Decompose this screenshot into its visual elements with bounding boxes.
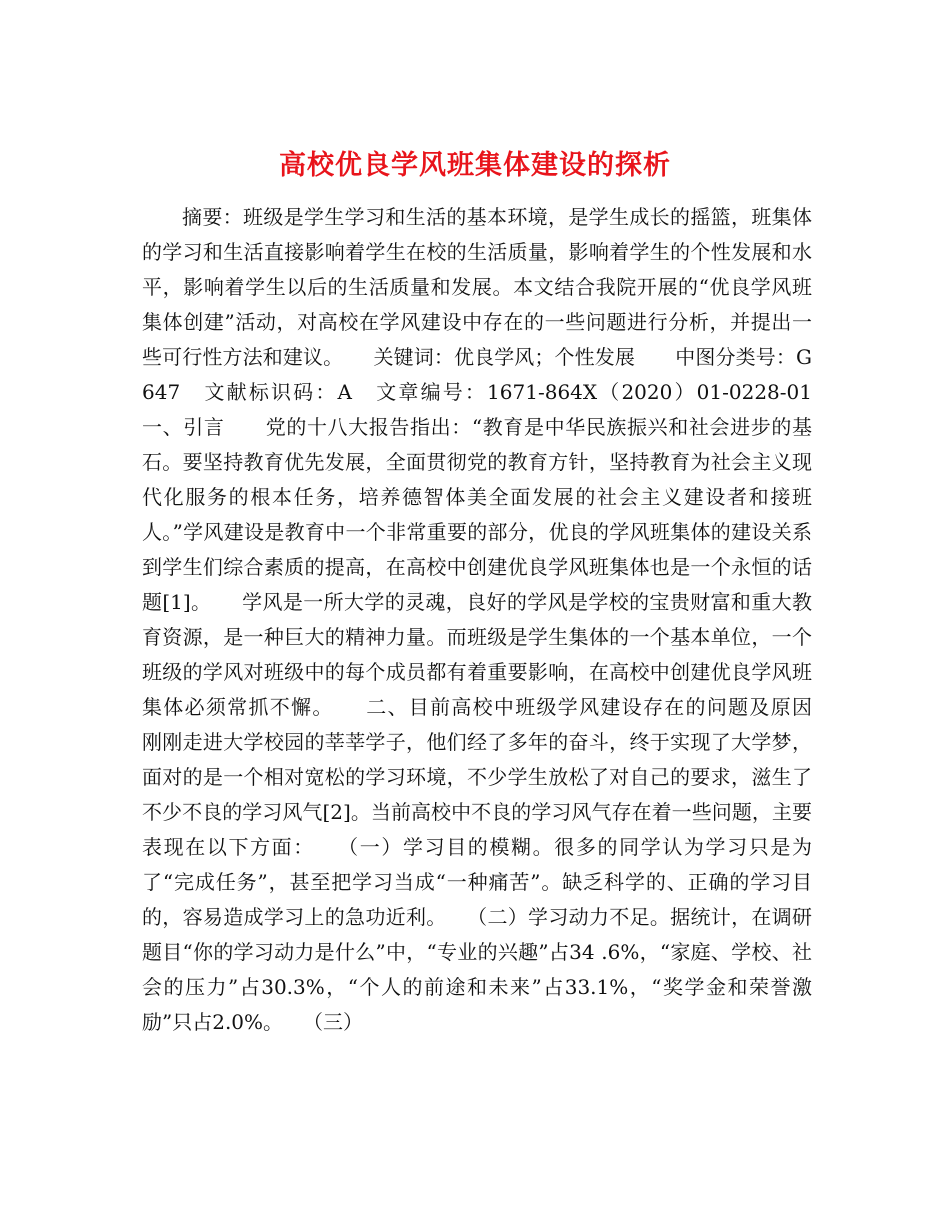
document-title: 高校优良学风班集体建设的探析 bbox=[279, 150, 671, 182]
document-body: 摘要：班级是学生学习和生活的基本环境，是学生成长的摇篮，班集体的学习和生活直接影响着学生在校的生活质量，影响着学生的个性发展和水平，影响着学生以后的生活质量和发展。本文结合我院开展的“优良学风班集体创建”活动，对高校在学风建设中存在的一些问题进行分析，并提出一些可行性方法和建议。 关键词：优良学风；个性发展 中图分类号：G647 文献标识码：A 文章编号：1671-864X（2020）01-0228-01 一、引言 党的十八大报告指出：“教育是中华民族振兴和社会进步的基石。要坚持教育优先发展，全面贯彻党的教育方针，坚持教育为社会主义现代化服务的根本任务，培养德智体美全面发展的社会主义建设者和接班人。”学风建设是教育中一个非常重要的部分，优良的学风班集体的建设关系到学生们综合素质的提高，在高校中创建优良学风班集体也是一个永恒的话题[1]。 学风是一所大学的灵魂，良好的学风是学校的宝贵财富和重大教育资源，是一种巨大的精神力量。而班级是学生集体的一个基本单位，一个班级的学风对班级中的每个成员都有着重要影响，在高校中创建优良学风班集体必须常抓不懈。 二、目前高校中班级学风建设存在的问题及原因 刚刚走进大学校园的莘莘学子，他们经了多年的奋斗，终于实现了大学梦，面对的是一个相对宽松的学习环境，不少学生放松了对自己的要求，滋生了不少不良的学习风气[2]。当前高校中不良的学习风气存在着一些问题，主要表现在以下方面： （一）学习目的模糊。很多的同学认为学习只是为了“完成任务”，甚至把学习当成“一种痛苦”。缺乏科学的、正确的学习目的，容易造成学习上的急功近利。 （二）学习动力不足。据统计，在调研题目“你的学习动力是什么”中，“专业的兴趣”占34 .6%，“家庭、学校、社会的压力”占30.3%，“个人的前途和未来”占33.1%，“奖学金和荣誉激励”只占2.0%。 （三） bbox=[142, 205, 852, 1034]
